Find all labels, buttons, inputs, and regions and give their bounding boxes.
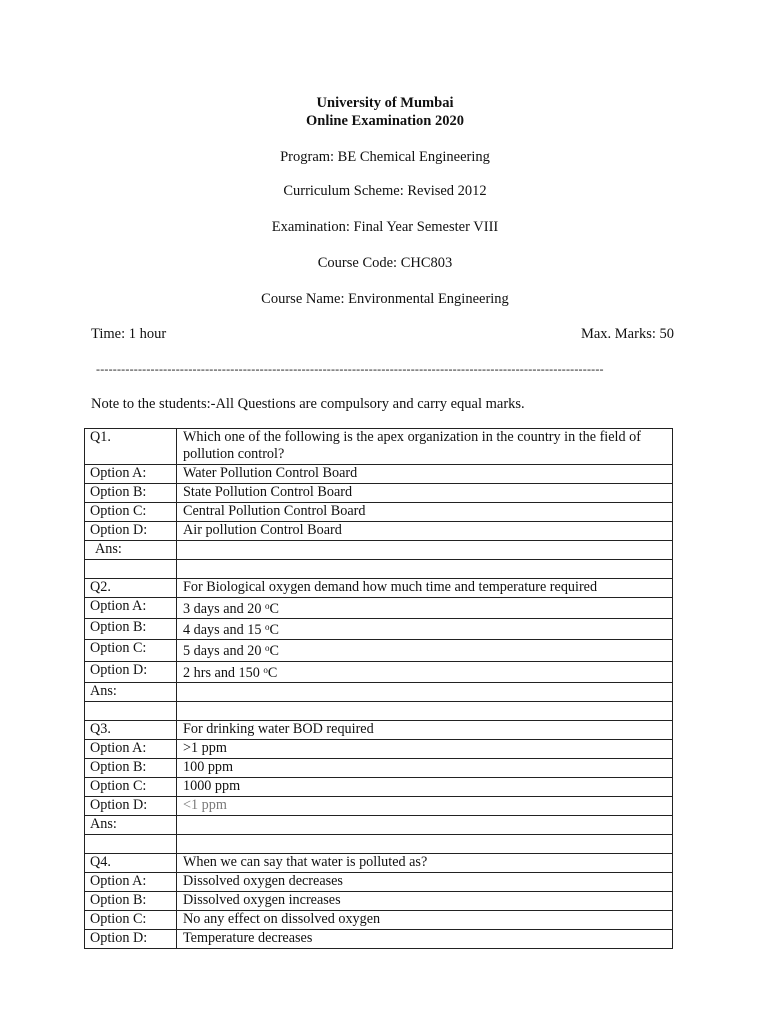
question-text: Which one of the following is the apex organization in the country in the field of pollution control? [177,429,673,465]
option-label: Option C: [85,777,177,796]
question-text: When we can say that water is polluted as? [177,853,673,872]
separator-line: ------------------------------------------------------------------------------------------------------------------------- [96,362,604,376]
option-text: 5 days and 20 $^o$C [177,640,673,661]
question-text: For drinking water BOD required [177,720,673,739]
option-text: Dissolved oxygen decreases [177,872,673,891]
student-note: Note to the students:-All Questions are compulsory and carry equal marks. [91,396,525,412]
answer-row [85,682,673,701]
answer-label: Ans: [85,682,177,701]
option-label: Option A: [85,598,177,619]
option-label: Option B: [85,484,177,503]
answer-cell [177,815,673,834]
degree-symbol: o [264,601,270,611]
option-row [85,640,673,661]
course-name-line: Course Name: Environmental Engineering [261,291,509,307]
option-text: <1 ppm [177,796,673,815]
answer-row [85,815,673,834]
questions-table [84,428,673,949]
question-number: Q2. [85,579,177,598]
option-row [85,910,673,929]
option-text: >1 ppm [177,739,673,758]
question-row [85,579,673,598]
option-text: No any effect on dissolved oxygen [177,910,673,929]
question-row [85,853,673,872]
spacer-row [85,701,673,720]
option-label: Option A: [85,739,177,758]
option-label: Option D: [85,929,177,948]
examination-line: Examination: Final Year Semester VIII [271,219,499,235]
question-number: Q1. [85,429,177,465]
option-row [85,598,673,619]
option-label: Option B: [85,891,177,910]
answer-cell [177,541,673,560]
option-row [85,484,673,503]
option-row [85,661,673,682]
option-row [85,758,673,777]
option-label: Option D: [85,522,177,541]
question-number: Q4. [85,853,177,872]
option-row [85,522,673,541]
option-text: State Pollution Control Board [177,484,673,503]
degree-symbol: o [264,622,270,633]
question-text: For Biological oxygen demand how much time and temperature required [177,579,673,598]
option-text: Air pollution Control Board [177,522,673,541]
question-row [85,720,673,739]
answer-label: Ans: [85,541,177,560]
option-label: Option C: [85,640,177,661]
option-label: Option C: [85,910,177,929]
exam-title: Online Examination 2020 [306,113,464,129]
answer-cell [177,682,673,701]
university-title: University of Mumbai [316,95,454,111]
option-text: Water Pollution Control Board [177,465,673,484]
scheme-line: Curriculum Scheme: Revised 2012 [283,183,487,199]
option-label: Option B: [85,619,177,640]
option-text: 100 ppm [177,758,673,777]
max-marks-label: Max. Marks: 50 [580,326,674,342]
option-text: Temperature decreases [177,929,673,948]
spacer-row [85,560,673,579]
option-label: Option C: [85,503,177,522]
option-text: 4 days and 15 $^o$C [177,619,673,640]
degree-symbol: o [263,664,268,675]
option-row [85,777,673,796]
option-text: 1000 ppm [177,777,673,796]
option-row [85,503,673,522]
option-row [85,739,673,758]
option-text: Dissolved oxygen increases [177,891,673,910]
option-text: Central Pollution Control Board [177,503,673,522]
option-text: 3 days and 20 $^o$C [177,598,673,619]
option-row [85,929,673,948]
option-label: Option D: [85,796,177,815]
option-text: 2 hrs and 150 $^o$C [177,661,673,682]
option-row [85,619,673,640]
time-label: Time: 1 hour [91,326,167,342]
option-label: Option A: [85,465,177,484]
question-row [85,429,673,465]
option-row [85,796,673,815]
program-line: Program: BE Chemical Engineering [280,149,490,165]
option-label: Option B: [85,758,177,777]
answer-label: Ans: [85,815,177,834]
spacer-row [85,834,673,853]
option-label: Option A: [85,872,177,891]
option-row [85,891,673,910]
answer-row [85,541,673,560]
option-row [85,465,673,484]
degree-symbol: o [264,643,270,654]
option-row [85,872,673,891]
option-label: Option D: [85,661,177,682]
course-code-line: Course Code: CHC803 [317,255,453,271]
question-number: Q3. [85,720,177,739]
